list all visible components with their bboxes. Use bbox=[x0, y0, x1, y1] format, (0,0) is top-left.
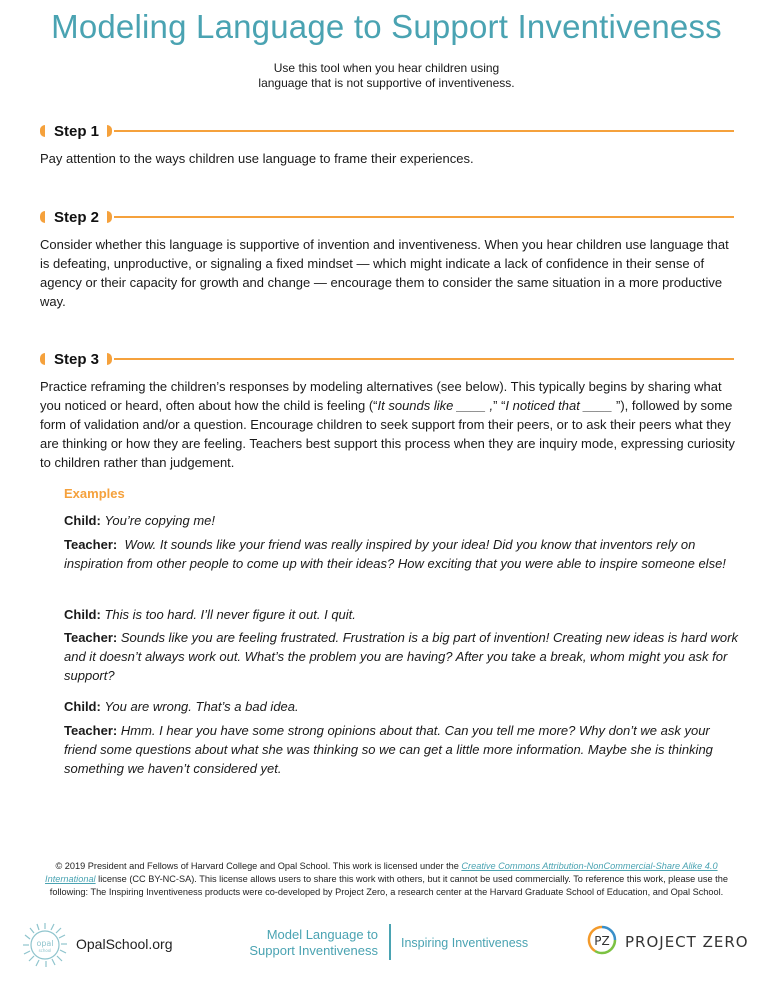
bracket-left-icon bbox=[40, 353, 45, 365]
opal-logo-subword: school bbox=[38, 948, 52, 953]
subtitle-line-1: Use this tool when you hear children using bbox=[273, 61, 500, 75]
bracket-left-icon bbox=[40, 125, 45, 137]
pz-mark: PZ bbox=[594, 934, 610, 948]
examples-heading: Examples bbox=[64, 486, 125, 501]
copyright-notice bbox=[30, 860, 743, 899]
step-divider bbox=[114, 358, 734, 360]
example-3-teacher bbox=[64, 721, 744, 778]
child-quote: You are wrong. That’s a bad idea. bbox=[104, 699, 299, 714]
opal-logo-word: opal bbox=[36, 939, 54, 948]
teacher-label: Teacher: bbox=[64, 537, 118, 552]
tool-name-line-2: Support Inventiveness bbox=[249, 943, 378, 958]
footer-divider bbox=[389, 924, 391, 960]
step-1-heading bbox=[40, 121, 734, 141]
step-1-label: Step 1 bbox=[54, 122, 100, 140]
teacher-label: Teacher: bbox=[64, 723, 118, 738]
subtitle-line-2: language that is not supportive of inventiveness. bbox=[258, 76, 515, 90]
bracket-left-icon bbox=[40, 211, 45, 223]
step-3-italic-1: It sounds like ____ , bbox=[377, 398, 494, 413]
step-3-text-part-2: ” “ bbox=[493, 398, 506, 413]
step-3-text-part-3: ”), followed by some form of validation and/or a question. Encourage children to seek support from their peers, or to ask their peers what they are thinking or how they are feeling. Teachers best support this process when they are inquiry mode, expressing curiosity to children rather than judgement. bbox=[40, 398, 735, 470]
bracket-right-icon bbox=[107, 125, 112, 137]
opal-school-logo-icon bbox=[20, 920, 70, 970]
child-label: Child: bbox=[64, 699, 101, 714]
series-name: Inspiring Inventiveness bbox=[401, 936, 529, 950]
child-label: Child: bbox=[64, 513, 101, 528]
copyright-part-2: license (CC BY-NC-SA). This license allows users to share this work with others, but it cannot be used commercially. To reference this work, please use the following: The Inspiring Inventiveness products were co-developed by Project Zero, a research center at the Harvard Graduate School of Education, and Opal School. bbox=[49, 874, 728, 897]
example-1-child bbox=[64, 511, 744, 530]
opal-school-url[interactable]: OpalSchool.org bbox=[76, 936, 173, 952]
page-title: Modeling Language to Support Inventiveness bbox=[51, 8, 722, 45]
bracket-right-icon bbox=[107, 353, 112, 365]
step-3-text-part-1: Practice reframing the children’s responses by modeling alternatives (see below). This typically begins by sharing what you noticed or heard, often about how the child is feeling (“ bbox=[40, 379, 722, 413]
child-quote: You’re copying me! bbox=[104, 513, 216, 528]
step-2-label: Step 2 bbox=[54, 208, 100, 226]
step-3-heading bbox=[40, 349, 734, 369]
step-3-text bbox=[40, 377, 740, 472]
child-quote: This is too hard. I’ll never figure it out. I quit. bbox=[104, 607, 356, 622]
bracket-right-icon bbox=[107, 211, 112, 223]
example-2-teacher bbox=[64, 628, 744, 685]
copyright-part-1: © 2019 President and Fellows of Harvard College and Opal School. This work is licensed under the bbox=[55, 861, 462, 871]
teacher-quote: Wow. It sounds like your friend was really inspired by your idea! Did you know that inventors rely on inspiration from other people to come up with their ideas? How exciting that you were able to inspire someone else! bbox=[64, 537, 726, 571]
project-zero-name: PROJECT ZERO bbox=[625, 933, 749, 951]
teacher-quote: Hmm. I hear you have some strong opinions about that. Can you tell me more? Why don’t we ask your friend some questions about what she was thinking so we can get a little more information. Maybe she is thinking something we haven’t considered yet. bbox=[64, 723, 713, 776]
teacher-label: Teacher: bbox=[64, 630, 118, 645]
step-3-italic-2: I noticed that ____ bbox=[505, 398, 613, 413]
tool-name-line-1: Model Language to bbox=[266, 927, 378, 942]
step-2-text: Consider whether this language is supportive of invention and inventiveness. When you hear children use language that is defeating, unproductive, or signaling a fixed mindset — which might indicate a lack of confidence in their sense of agency or their capacity for growth and change — encourage them to consider the same situation in a more productive way. bbox=[40, 237, 729, 309]
step-1-text: Pay attention to the ways children use language to frame their experiences. bbox=[40, 151, 474, 166]
step-2-heading bbox=[40, 207, 734, 227]
example-2-child bbox=[64, 605, 744, 624]
child-label: Child: bbox=[64, 607, 101, 622]
step-3-label: Step 3 bbox=[54, 350, 100, 368]
project-zero-logo-icon bbox=[587, 925, 617, 955]
page-subtitle bbox=[0, 61, 773, 91]
example-3-child bbox=[64, 697, 744, 716]
step-divider bbox=[114, 130, 734, 132]
step-divider bbox=[114, 216, 734, 218]
example-1-teacher bbox=[64, 535, 744, 573]
tool-name bbox=[240, 927, 378, 959]
license-link[interactable]: Creative Commons Attribution-NonCommercial-Share Alike 4.0 International bbox=[45, 861, 718, 884]
teacher-quote: Sounds like you are feeling frustrated. Frustration is a big part of invention! Creating new ideas is hard work and it doesn’t always work out. What’s the problem you are having? After you take a break, whom might you ask for support? bbox=[64, 630, 738, 683]
